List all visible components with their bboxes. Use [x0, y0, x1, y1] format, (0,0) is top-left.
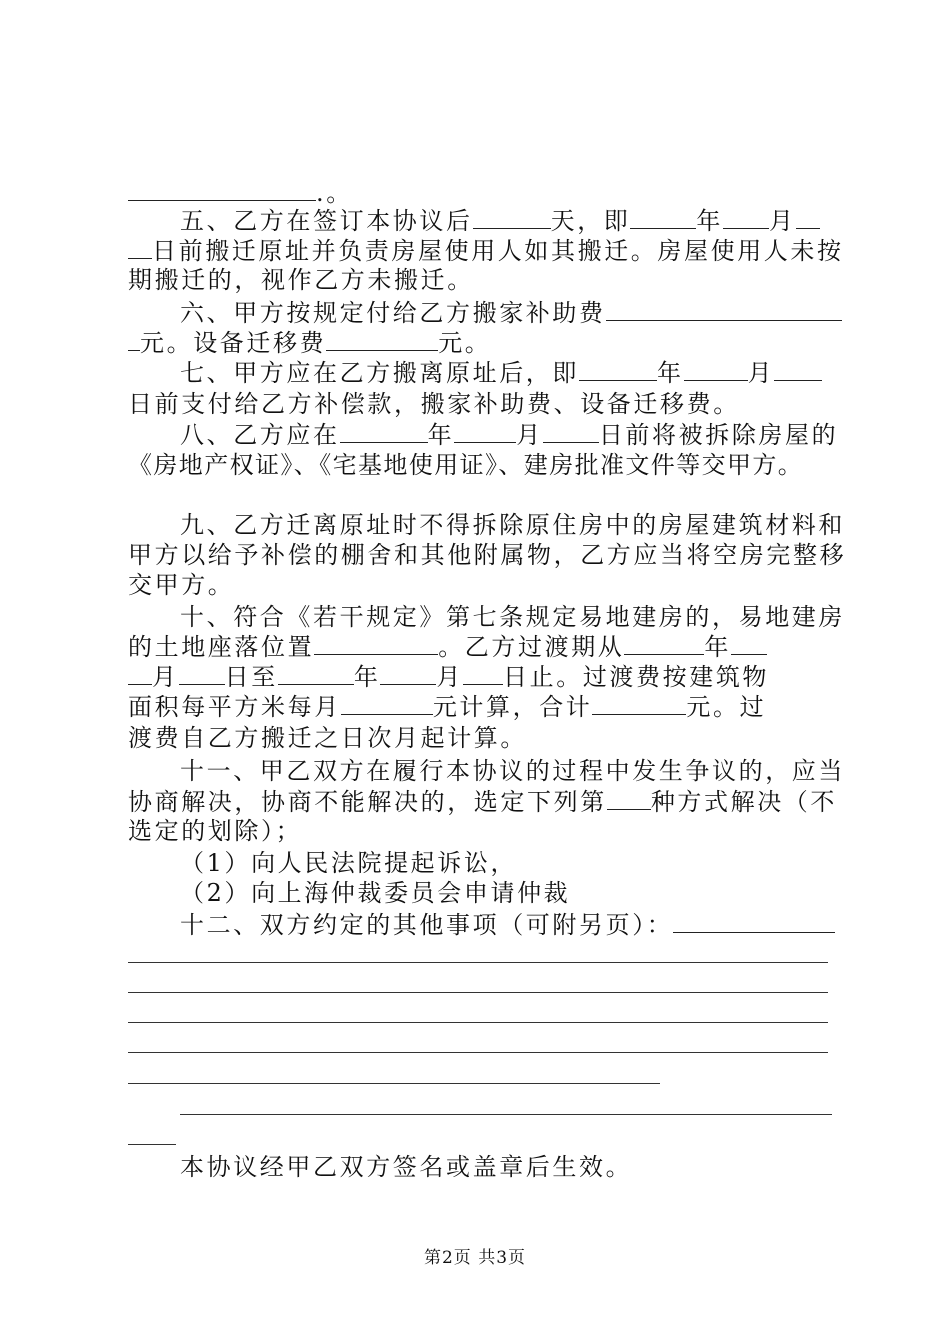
- text: 交甲方。: [128, 571, 235, 599]
- text: 七、甲方应在乙方搬离原址后，即: [180, 359, 579, 387]
- text: 本协议经甲乙双方签名或盖章后生效。: [180, 1153, 633, 1181]
- text: 渡费自乙方搬迁之日次月起计算。: [128, 724, 527, 752]
- text: 。乙方过渡期从: [438, 633, 625, 661]
- text: 《房地产权证》、《宅基地使用证》、建房批准文件等交甲方。: [128, 451, 804, 479]
- text: 月: [769, 207, 796, 235]
- line-19: [128, 787, 848, 817]
- fill-rule-1: [128, 962, 828, 963]
- text: 月: [516, 421, 543, 449]
- text: 十二、双方约定的其他事项（可附另页）：: [180, 911, 674, 939]
- line-3: [128, 265, 848, 295]
- text: 十一、甲乙双方在履行本协议的过程中发生争议的，应当: [180, 757, 845, 785]
- text: 八、乙方应在: [180, 421, 340, 449]
- text: 日前支付给乙方补偿款，搬家补助费、设备迁移费。: [128, 390, 740, 418]
- fill-rule-7: [128, 1144, 176, 1145]
- text: 年: [427, 421, 455, 449]
- text: 日至: [224, 663, 278, 691]
- line-13: [180, 602, 900, 632]
- text: 年: [353, 663, 381, 691]
- text: 元。过: [686, 693, 767, 721]
- line-10: [180, 510, 900, 540]
- line-15: [128, 662, 848, 692]
- line-21: [180, 848, 900, 878]
- line-6: [180, 358, 900, 388]
- text: 月: [747, 359, 775, 387]
- text: 年: [696, 207, 724, 235]
- text: 九、乙方迁离原址时不得拆除原住房中的房屋建筑材料和: [180, 511, 845, 539]
- text: 协商解决，协商不能解决的，选定下列第: [128, 788, 607, 816]
- line-8: [180, 420, 900, 450]
- text: 面积每平方米每月: [128, 693, 341, 721]
- text: 月: [436, 663, 464, 691]
- text: 元。: [438, 329, 492, 357]
- line-18: [180, 756, 900, 786]
- text: 种方式解决（不: [650, 788, 838, 816]
- fill-rule-5: [128, 1083, 660, 1084]
- line-11: [128, 540, 848, 570]
- line-7: [128, 389, 848, 419]
- text: 甲方以给予补偿的棚舍和其他附属物，乙方应当将空房完整移: [128, 541, 847, 569]
- text: （1）向人民法院提起诉讼，: [180, 849, 518, 877]
- text: 日前搬迁原址并负责房屋使用人如其搬迁。房屋使用人未按: [152, 237, 844, 265]
- text: 年: [657, 359, 684, 387]
- line-2: [128, 236, 848, 266]
- line-0: [128, 178, 848, 208]
- text: （2）向上海仲裁委员会申请仲裁: [180, 879, 571, 907]
- line-14: [128, 632, 848, 662]
- text: 五、乙方在签订本协议后: [180, 207, 473, 235]
- text: 元计算，合计: [432, 693, 593, 721]
- fill-rule-2: [128, 992, 828, 993]
- line-9: [128, 450, 848, 480]
- text: 年: [704, 633, 732, 661]
- line-12: [128, 570, 848, 600]
- line-20: [128, 816, 848, 846]
- text: 期搬迁的，视作乙方未搬迁。: [128, 266, 474, 294]
- line-17: [128, 723, 848, 753]
- text: 日前将被拆除房屋的: [598, 421, 839, 449]
- line-16: [128, 692, 848, 722]
- line-1: [180, 206, 900, 236]
- text: 天，即: [550, 207, 631, 235]
- text: 选定的划除）；: [128, 817, 303, 845]
- fill-rule-4: [128, 1052, 828, 1053]
- text: 六、甲方按规定付给乙方搬家补助费: [180, 299, 606, 327]
- fill-rule-3: [128, 1022, 828, 1023]
- fill-rule-6: [180, 1114, 832, 1115]
- text: 十、符合《若干规定》第七条规定易地建房的，易地建房: [180, 603, 845, 631]
- text: 的土地座落位置: [128, 633, 315, 661]
- text: .。: [316, 179, 353, 207]
- page-number: 第2页 共3页: [423, 1248, 527, 1268]
- text: 月: [152, 663, 179, 691]
- text: 日止。过渡费按建筑物: [503, 663, 770, 691]
- line-4: [180, 298, 900, 328]
- line-22: [180, 878, 900, 908]
- text: 元。设备迁移费: [140, 329, 327, 357]
- line-5: [128, 328, 848, 358]
- line-23: [180, 910, 900, 940]
- line-24: [180, 1152, 900, 1182]
